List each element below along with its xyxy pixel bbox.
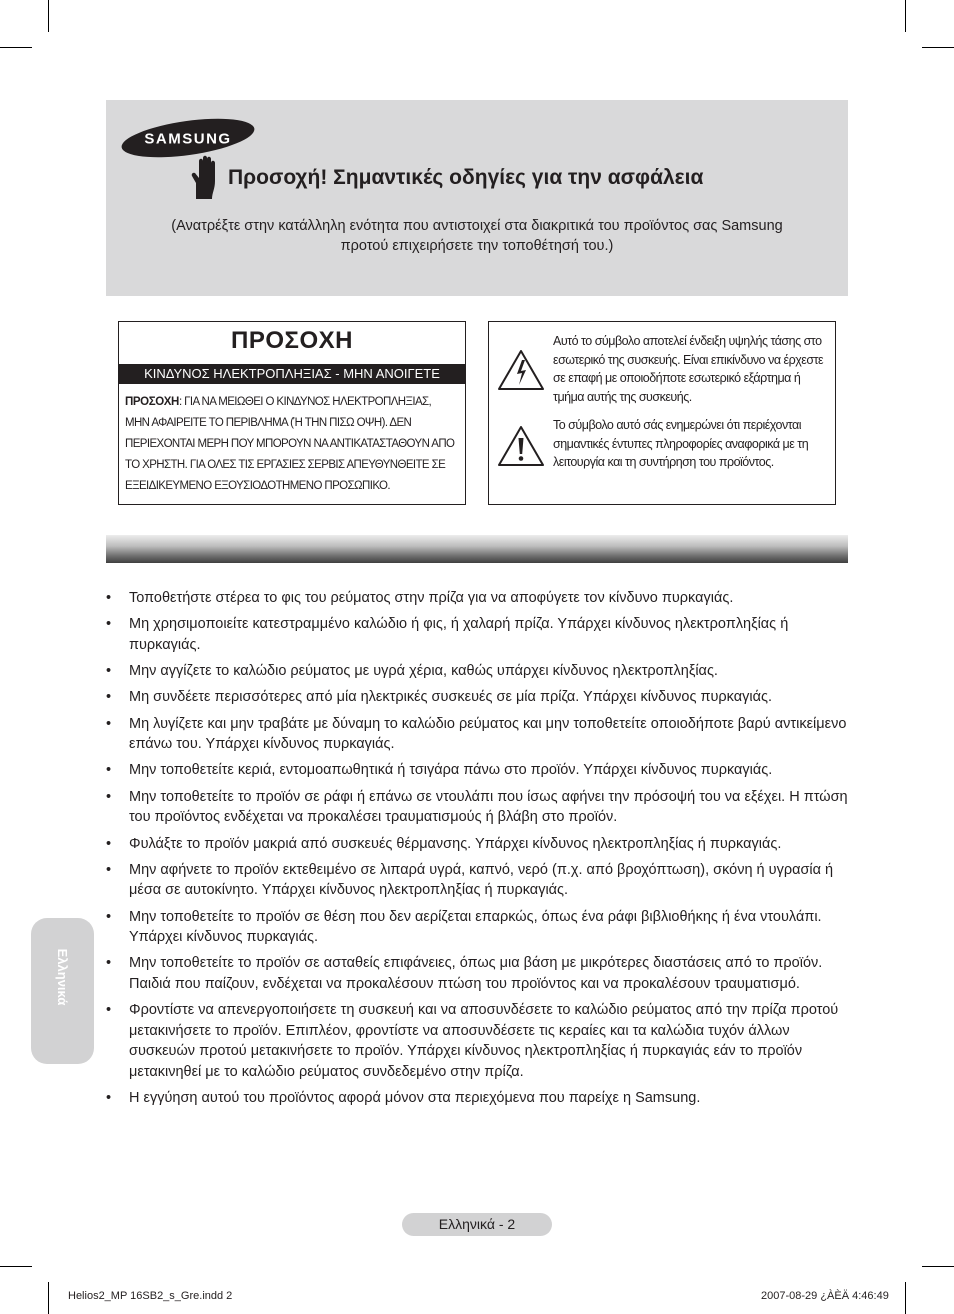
bullet-dot: • bbox=[106, 908, 112, 925]
subtitle-line: προτού επιχειρήσετε την τοποθέτησή του.) bbox=[340, 238, 614, 254]
language-side-tab bbox=[31, 918, 94, 1064]
bullet-dot: • bbox=[106, 590, 112, 606]
caution-line: ΕΞΕΙΔΙΚΕΥΜΕΝΟ ΕΞΟΥΣΙΟΔΟΤΗΜΕΝΟ ΠΡΟΣΩΠΙΚΟ. bbox=[125, 480, 390, 492]
bullet-dot: • bbox=[106, 762, 112, 779]
caution-title: ΠΡΟΣΟΧΗ bbox=[231, 327, 353, 354]
bullet-text: Μην τοποθετείτε το προϊόν σε ασταθείς επιφάνειες, όπως μια βάση με μικρότερες διαστάσεις από το προϊόν. Παιδιά που παίζουν, ενδέχεται να προκαλέσουν πτώση του προϊόντος και να προκαλέσουν τραυματισμό. bbox=[129, 955, 823, 992]
crop-mark bbox=[905, 0, 906, 32]
bullet-item bbox=[106, 907, 854, 948]
bullet-dot: • bbox=[106, 955, 112, 972]
bullet-item bbox=[106, 1088, 854, 1109]
caution-warning-bar: ΚΙΝΔΥΝΟΣ ΗΛΕΚΤΡΟΠΛΗΞΙΑΣ - ΜΗΝ ΑΝΟΙΓΕΤΕ bbox=[119, 364, 465, 384]
bullet-item bbox=[106, 614, 854, 655]
bullet-dot: • bbox=[106, 861, 112, 878]
crop-mark bbox=[0, 47, 32, 48]
bullet-item bbox=[106, 953, 854, 994]
bullet-dot: • bbox=[106, 835, 112, 852]
bullet-item bbox=[106, 1000, 854, 1082]
header-subtitle bbox=[106, 216, 848, 256]
caution-line: ΠΕΡΙΕΧΟΝΤΑΙ ΜΕΡΗ ΠΟΥ ΜΠΟΡΟΥΝ ΝΑ ΑΝΤΙΚΑΤΑΣΤΑΘΟΥΝ ΑΠΟ bbox=[125, 438, 455, 450]
caution-text bbox=[119, 384, 465, 497]
bullet-item bbox=[106, 860, 854, 901]
hand-stop-icon bbox=[190, 155, 224, 201]
header-box bbox=[106, 100, 848, 296]
bullet-item bbox=[106, 687, 854, 708]
bullet-text: Μη χρησιμοποιείτε κατεστραμμένο καλώδιο ή φις, ή χαλαρή πρίζα. Υπάρχει κίνδυνος ηλεκτροπληξίας ή πυρκαγιάς. bbox=[129, 616, 789, 653]
crop-mark bbox=[905, 1282, 906, 1314]
caution-line: ΤΟ ΧΡΗΣΤΗ. ΓΙΑ ΟΛΕΣ ΤΙΣ ΕΡΓΑΣΙΕΣ ΣΕΡΒΙΣ ΑΠΕΥΘΥΝΘΕΙΤΕ ΣΕ bbox=[125, 459, 446, 471]
bullet-item bbox=[106, 661, 854, 682]
bullet-dot: • bbox=[106, 1090, 112, 1107]
footer-file-info: Helios2_MP 16SB2_s_Gre.indd 2 bbox=[68, 1290, 233, 1302]
bullet-text: Μη συνδέετε περισσότερες από μία ηλεκτρικές συσκευές σε μία πρίζα. Υπάρχει κίνδυνος πυρκαγιάς. bbox=[129, 689, 773, 706]
bullet-text: Τοποθετήστε στέρεα το φις του ρεύματος στην πρίζα για να αποφύγετε τον κίνδυνο πυρκαγιάς. bbox=[129, 590, 734, 606]
bullet-text: Φροντίστε να απενεργοποιήσετε τη συσκευή και να αποσυνδέσετε το καλώδιο ρεύματος από την πρίζα προτού μετακινήσετε το προϊόν. Επιπλέον, φροντίστε να αποσυνδέσετε τις κεραίες και τα καλώδια τυχόν άλλων συσκευών προτού μετακινήσετε το προϊόν. Υπάρχει κίνδυνος ηλεκτροπληξίας ή πυρκαγιάς εάν το προϊόν μετακινηθεί με το καλώδιο ρεύματος συνδεδεμένο στην πρίζα. bbox=[129, 1002, 839, 1080]
crop-mark bbox=[922, 47, 954, 48]
samsung-logo bbox=[120, 118, 256, 158]
caution-line: : ΓΙΑ ΝΑ ΜΕΙΩΘΕΙ Ο ΚΙΝΔΥΝΟΣ ΗΛΕΚΤΡΟΠΛΗΞΙΑΣ, bbox=[178, 396, 432, 408]
footer-timestamp: 2007-08-29 ¿ÀÈÄ 4:46:49 bbox=[761, 1290, 889, 1302]
side-tab-label: Ελληνικά bbox=[55, 948, 70, 1006]
bullet-text: Μην τοποθετείτε το προϊόν σε ράφι ή επάνω σε ντουλάπι που ίσως αφήνει την πρόσοψή του να εξέχει. Η πτώση του προϊόντος ενδέχεται να προκαλέσει τραυματισμούς ή βλάβη στο προϊόν. bbox=[129, 788, 848, 826]
caution-box bbox=[118, 321, 466, 505]
bullet-item bbox=[106, 714, 854, 755]
bullet-dot: • bbox=[106, 663, 112, 680]
bullet-text: Μη λυγίζετε και μην τραβάτε με δύναμη το καλώδιο ρεύματος και μην τοποθετείτε οποιοδήποτε βαρύ αντικείμενο επάνω του. Υπάρχει κίνδυνος πυρκαγιάς. bbox=[129, 715, 847, 753]
svg-text:SAMSUNG: SAMSUNG bbox=[144, 130, 232, 148]
bullet-text: Μην τοποθετείτε το προϊόν σε θέση που δεν αερίζεται επαρκώς, όπως ένα ράφι βιβλιοθήκης ή ένα ντουλάπι. Υπάρχει κίνδυνος πυρκαγιάς. bbox=[129, 908, 822, 946]
bullet-item bbox=[106, 588, 854, 609]
bullet-text: Η εγγύηση αυτού του προϊόντος αφορά μόνον στα περιεχόμενα που παρείχε η Samsung. bbox=[129, 1090, 701, 1107]
page-title: Προσοχή! Σημαντικές οδηγίες για την ασφάλεια bbox=[228, 166, 704, 189]
title-row bbox=[190, 156, 703, 200]
bullet-text: Μην αφήνετε το προϊόν εκτεθειμένο σε λιπαρά υγρά, καπνό, νερό (π.χ. από βροχόπτωση), σκόνη ή υγρασία ή μέσα σε αυτοκίνητο. Υπάρχει κίνδυνος ηλεκτροπληξίας ή πυρκαγιάς. bbox=[129, 861, 834, 899]
notice-symbol-text: Το σύμβολο αυτό σάς ενημερώνει ότι περιέχονται σημαντικές έντυπες πληροφορίες αναφορικά με τη λειτουργία και τη συντήρηση του προϊόντος. bbox=[553, 418, 809, 469]
crop-mark bbox=[922, 1266, 954, 1267]
bullet-dot: • bbox=[106, 715, 112, 732]
section-divider-bar bbox=[106, 535, 848, 563]
bullet-dot: • bbox=[106, 689, 112, 706]
bullet-item bbox=[106, 834, 854, 855]
caution-lead: ΠΡΟΣΟΧΗ bbox=[125, 396, 179, 408]
bullet-text: Μην αγγίζετε το καλώδιο ρεύματος με υγρά χέρια, καθώς υπάρχει κίνδυνος ηλεκτροπληξίας. bbox=[129, 663, 718, 680]
bullet-item bbox=[106, 787, 854, 828]
bullet-dot: • bbox=[106, 788, 112, 805]
safety-bullet-list bbox=[106, 588, 854, 1114]
crop-mark bbox=[48, 0, 49, 32]
crop-mark bbox=[0, 1266, 32, 1267]
bullet-dot: • bbox=[106, 616, 112, 633]
symbols-box bbox=[488, 321, 836, 505]
exclamation-triangle-icon bbox=[497, 424, 545, 468]
lightning-triangle-icon bbox=[497, 348, 545, 392]
voltage-symbol-text: Αυτό το σύμβολο αποτελεί ένδειξη υψηλής τάσης στο εσωτερικό της συσκευής. Είναι επικίνδυνο να έρχεστε σε επαφή με οποιοδήποτε εσωτερικό εξάρτημα ή τμήμα αυτής της συσκευής. bbox=[553, 334, 824, 404]
page-number-label: Ελληνικά - 2 bbox=[402, 1213, 552, 1236]
crop-mark bbox=[48, 1282, 49, 1314]
subtitle-line: (Ανατρέξτε στην κατάλληλη ενότητα που αντιστοιχεί στα διακριτικά του προϊόντος σας Samsung bbox=[171, 218, 783, 234]
bullet-text: Μην τοποθετείτε κεριά, εντομοαπωθητικά ή τσιγάρα πάνω στο προϊόν. Υπάρχει κίνδυνος πυρκαγιάς. bbox=[129, 762, 773, 779]
bullet-dot: • bbox=[106, 1002, 112, 1019]
caution-line: ΜΗΝ ΑΦΑΙΡΕΙΤΕ ΤΟ ΠΕΡΙΒΛΗΜΑ (Ή ΤΗΝ ΠΙΣΩ ΟΨΗ). ΔΕΝ bbox=[125, 417, 412, 429]
bullet-item bbox=[106, 760, 854, 781]
bullet-text: Φυλάξτε το προϊόν μακριά από συσκευές θέρμανσης. Υπάρχει κίνδυνος ηλεκτροπληξίας ή πυρκαγιάς. bbox=[129, 835, 782, 852]
